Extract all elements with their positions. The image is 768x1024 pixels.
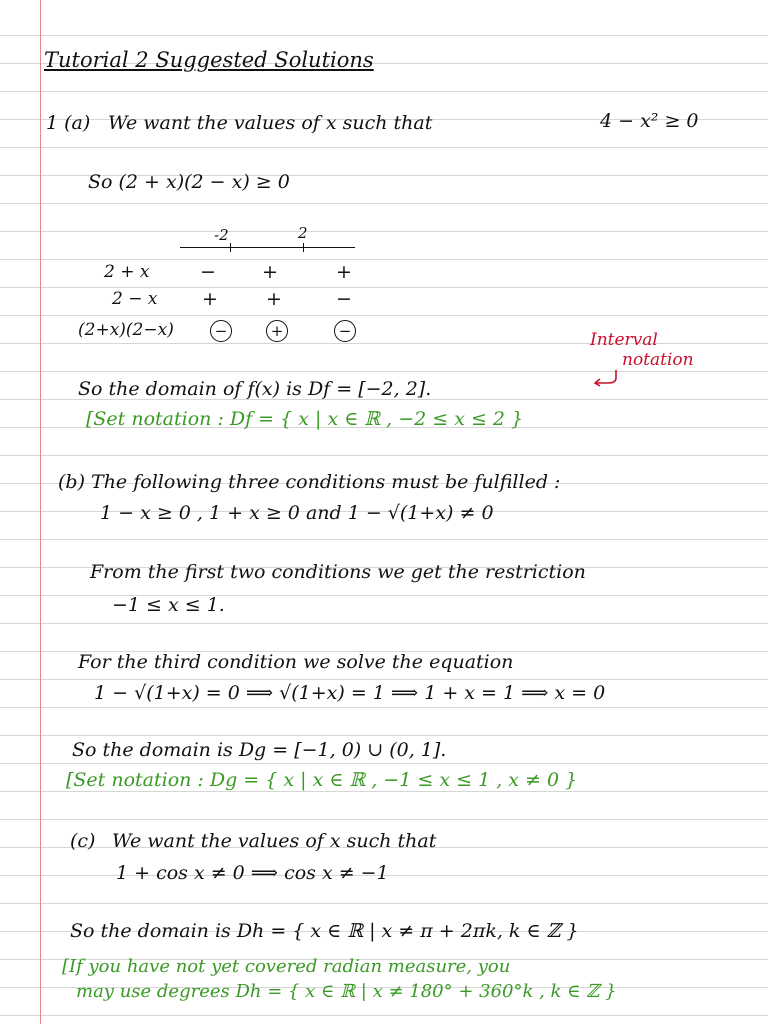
radian-note-line2: may use degrees Dh = { x ∈ ℝ | x ≠ 180° + 360°k , k ∈ ℤ } bbox=[76, 981, 617, 1002]
sign-cell-circled bbox=[334, 320, 356, 342]
sign-row-label: (2+x)(2−x) bbox=[78, 320, 174, 340]
question-1c-text: We want the values of x such that bbox=[112, 830, 437, 852]
set-notation-f: [Set notation : Df = { x | x ∈ ℝ , −2 ≤ x ≤ 2 } bbox=[86, 408, 524, 430]
conditions-line: 1 − x ≥ 0 , 1 + x ≥ 0 and 1 − √(1+x) ≠ 0 bbox=[100, 502, 494, 524]
sign-cell: + bbox=[336, 261, 352, 283]
sign-row-label: 2 + x bbox=[104, 262, 150, 282]
domain-f-statement: So the domain of f(x) is Df = [−2, 2]. bbox=[78, 378, 432, 400]
domain-h-statement: So the domain is Dh = { x ∈ ℝ | x ≠ π + 2πk, k ∈ ℤ } bbox=[70, 920, 579, 942]
sign-cell: + bbox=[262, 261, 278, 283]
sign-cell: − bbox=[200, 261, 216, 283]
sign-chart-point: 2 bbox=[298, 224, 308, 242]
third-condition-text: For the third condition we solve the equation bbox=[78, 651, 514, 673]
equation-solution: 1 − √(1+x) = 0 ⟹ √(1+x) = 1 ⟹ 1 + x = 1 ⟹ x = 0 bbox=[94, 682, 606, 704]
cosine-condition: 1 + cos x ≠ 0 ⟹ cos x ≠ −1 bbox=[116, 862, 389, 884]
question-1a-inequality: 4 − x² ≥ 0 bbox=[600, 110, 699, 132]
notebook-margin-line bbox=[40, 0, 41, 1024]
sign-row-label: 2 − x bbox=[112, 289, 158, 309]
question-1c-label: (c) bbox=[70, 830, 96, 852]
number-line-tick bbox=[303, 243, 304, 252]
number-line bbox=[180, 247, 355, 248]
annotation-notation: notation bbox=[622, 350, 694, 370]
sign-chart-point: -2 bbox=[214, 226, 229, 244]
question-1a-label: 1 (a) bbox=[46, 112, 91, 134]
radian-note-line1: [If you have not yet covered radian measure, you bbox=[62, 956, 511, 977]
sign-cell: − bbox=[336, 288, 352, 310]
sign-cell-circled bbox=[210, 320, 232, 342]
sign-cell: + bbox=[266, 320, 288, 342]
domain-g-statement: So the domain is Dg = [−1, 0) ∪ (0, 1]. bbox=[72, 739, 447, 761]
annotation-interval: Interval bbox=[590, 330, 658, 350]
factored-inequality: So (2 + x)(2 − x) ≥ 0 bbox=[88, 171, 290, 193]
restriction-interval: −1 ≤ x ≤ 1. bbox=[112, 594, 225, 616]
sign-cell: − bbox=[334, 320, 356, 342]
sign-cell: − bbox=[210, 320, 232, 342]
number-line-tick bbox=[230, 243, 231, 252]
sign-cell-circled bbox=[266, 320, 288, 342]
question-1a-text: We want the values of x such that bbox=[108, 112, 433, 134]
annotation-arrow-icon bbox=[590, 369, 618, 387]
sign-cell: + bbox=[266, 288, 282, 310]
sign-cell: + bbox=[202, 288, 218, 310]
page-title: Tutorial 2 Suggested Solutions bbox=[44, 48, 374, 72]
question-1b-text: (b) The following three conditions must be fulfilled : bbox=[58, 471, 561, 493]
restriction-text: From the first two conditions we get the restriction bbox=[90, 561, 586, 583]
set-notation-g: [Set notation : Dg = { x | x ∈ ℝ , −1 ≤ x ≤ 1 , x ≠ 0 } bbox=[66, 769, 578, 791]
